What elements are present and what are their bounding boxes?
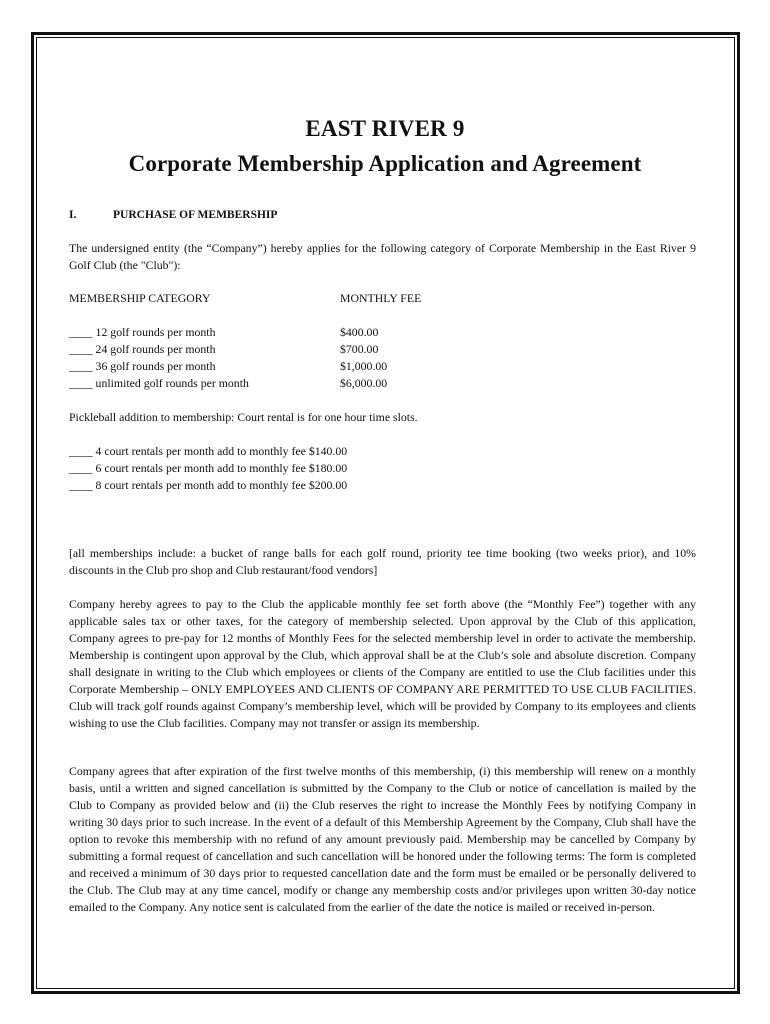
intro-paragraph: The undersigned entity (the “Company”) hereby applies for the following category of Corporate Membership in the East River 9 Golf Club (the "Club"): [69, 241, 696, 272]
pickleball-option: ____ 6 court rentals per month add to monthly fee $180.00 [69, 461, 348, 475]
membership-option-label: ____ 12 golf rounds per month [69, 325, 216, 339]
section-title: PURCHASE OF MEMBERSHIP [113, 209, 278, 221]
pickleball-option: ____ 8 court rentals per month add to monthly fee $200.00 [69, 478, 348, 492]
membership-option-label: ____ 24 golf rounds per month [69, 342, 216, 356]
column-header-fee: MONTHLY FEE [340, 291, 422, 305]
document-title: EAST RIVER 9 [305, 116, 465, 141]
membership-option-fee: $400.00 [340, 325, 379, 339]
fee-agreement-paragraph: Company hereby agrees to pay to the Club the applicable monthly fee set forth above (the “Monthly Fee”) together with any applicable sales tax or other taxes, for the category of membership selected. Upon approval by the Club of this application, Company agrees to pre-pay for 12 months of Monthly Fees for the selected membership level in order to activate the membership. Membership is contingent upon approval by the Club, which approval shall be at the Club’s sole and absolute discretion. Company shall designate in writing to the Club which employees or clients of the Company are entitled to use the Club facilities under this Corporate Membership – ONLY EMPLOYEES AND CLIENTS OF COMPANY ARE PERMITTED TO USE CLUB FACILITIES. Club will track golf rounds against Company’s membership level, which will be provided by Company to its employees and clients wishing to use the Club facilities. Company may not transfer or assign its membership. [69, 597, 696, 730]
membership-option-fee: $700.00 [340, 342, 379, 356]
pickleball-option: ____ 4 court rentals per month add to monthly fee $140.00 [69, 444, 348, 458]
membership-option-fee: $6,000.00 [340, 376, 388, 390]
renewal-cancellation-paragraph: Company agrees that after expiration of the first twelve months of this membership, (i) this membership will renew on a monthly basis, until a written and signed cancellation is submitted by the Company to the Club or notice of cancellation is mailed by the Club to Company as provided below and (ii) the Club reserves the right to increase the Monthly Fees by notifying Company in writing 30 days prior to such increase. In the event of a default of this Membership Agreement by the Company, Club shall have the option to revoke this membership with no refund of any amount previously paid. Membership may be cancelled by Company by submitting a formal request of cancellation and such cancellation will be honored under the following terms: The form is completed and received a minimum of 30 days prior to requested cancellation date and the form must be emailed or be personally delivered to the Club. The Club may at any time cancel, modify or change any membership costs and/or privileges upon written 30-day notice emailed to the Company. Any notice sent is calculated from the earlier of the date the notice is mailed or received in-person. [69, 764, 696, 914]
pickleball-intro: Pickleball addition to membership: Court rental is for one hour time slots. [69, 410, 418, 424]
section-heading [69, 209, 277, 221]
column-header-category: MEMBERSHIP CATEGORY [69, 291, 211, 305]
membership-option-fee: $1,000.00 [340, 359, 388, 373]
includes-note: [all memberships include: a bucket of range balls for each golf round, priority tee time booking (two weeks prior), and 10% discounts in the Club pro shop and Club restaurant/food vendors] [69, 546, 696, 577]
membership-option-label: ____ unlimited golf rounds per month [69, 376, 249, 390]
membership-option-label: ____ 36 golf rounds per month [69, 359, 216, 373]
section-number: I. [69, 209, 77, 221]
document-subtitle: Corporate Membership Application and Agreement [128, 151, 642, 176]
